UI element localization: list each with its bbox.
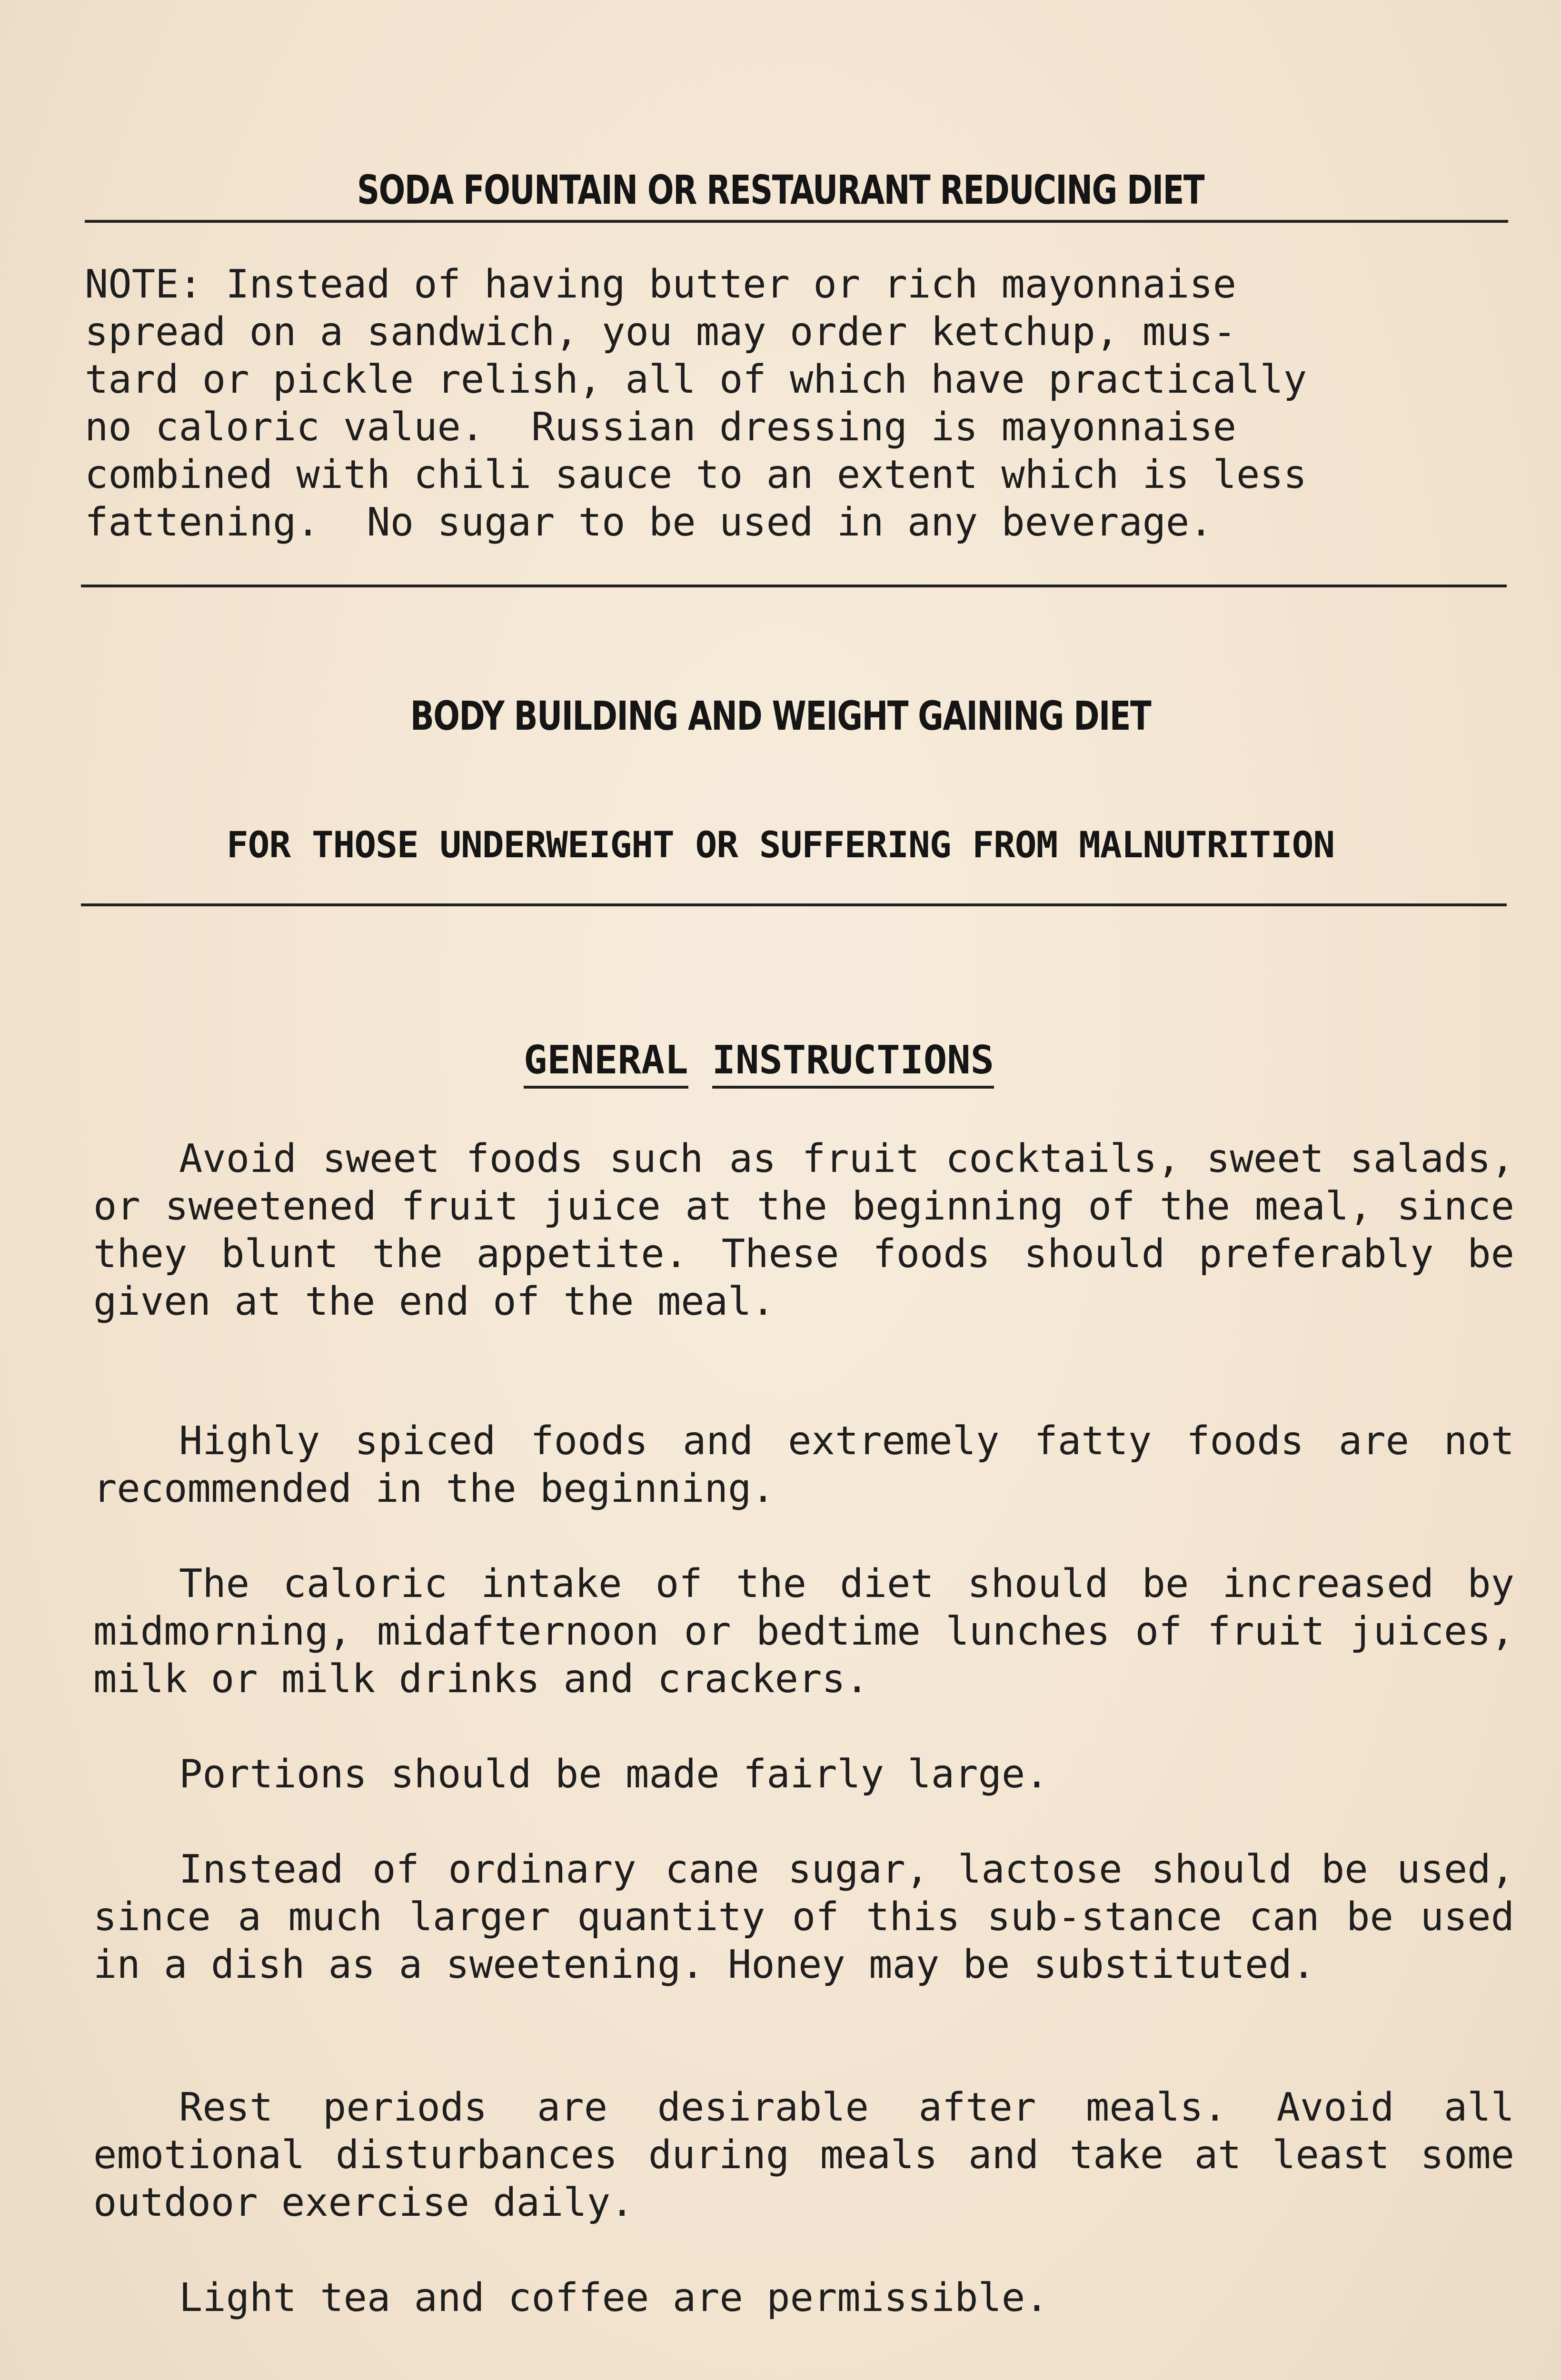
subtitle-divider [81,903,1507,906]
heading-word-instructions: INSTRUCTIONS [712,1038,994,1089]
instruction-text-7: Light tea and coffee are permissible. [179,2275,1049,2320]
instruction-paragraph-1 [93,1135,1514,1326]
note-line-4: no caloric value. Russian dressing is mayonnaise [85,405,1237,450]
instruction-paragraph-3 [93,1560,1514,1703]
instruction-paragraph-6 [93,2084,1514,2227]
instruction-text-5: Instead of ordinary cane sugar, lactose should be used, since a much larger quantity of this sub-stance can be used in a dish as a sweetening. Honey may be substituted. [93,1847,1514,1987]
weight-gaining-diet-title: BODY BUILDING AND WEIGHT GAINING DIET [410,693,1151,739]
note-line-6: fattening. No sugar to be used in any beverage. [85,500,1213,545]
note-line-2: spread on a sandwich, you may order ketchup, mus- [85,309,1237,355]
title-underline [85,220,1508,223]
instruction-paragraph-2 [93,1418,1514,1513]
note-line-3: tard or pickle relish, all of which have practically [85,357,1307,402]
instruction-text-3: The caloric intake of the diet should be increased by midmorning, midafternoon or bedtime lunches of fruit juices, milk or milk drinks and crackers. [93,1561,1514,1702]
instruction-paragraph-4 [93,1751,1514,1798]
instruction-text-6: Rest periods are desirable after meals. Avoid all emotional disturbances during meals and take at least some outdoor exercise daily. [93,2085,1514,2225]
note-line-5: combined with chili sauce to an extent which is less [85,452,1307,497]
note-line-1: NOTE: Instead of having butter or rich mayonnaise [85,262,1237,307]
diet-subtitle: FOR THOSE UNDERWEIGHT OR SUFFERING FROM MALNUTRITION [226,823,1335,866]
reducing-diet-title: SODA FOUNTAIN OR RESTAURANT REDUCING DIET [357,167,1204,213]
instruction-text-4: Portions should be made fairly large. [179,1752,1049,1797]
instruction-text-2: Highly spiced foods and extremely fatty foods are not recommended in the beginning. [93,1418,1514,1511]
section-divider [81,585,1507,587]
instruction-paragraph-7 [93,2274,1514,2322]
instruction-paragraph-5 [93,1846,1514,1989]
heading-word-general: GENERAL [524,1038,688,1089]
general-instructions-heading [524,1038,994,1089]
instruction-text-1: Avoid sweet foods such as fruit cocktails, sweet salads, or sweetened fruit juice at the beginning of the meal, since they blunt the appetite. These foods should preferably be given at the end of the meal. [93,1136,1514,1324]
